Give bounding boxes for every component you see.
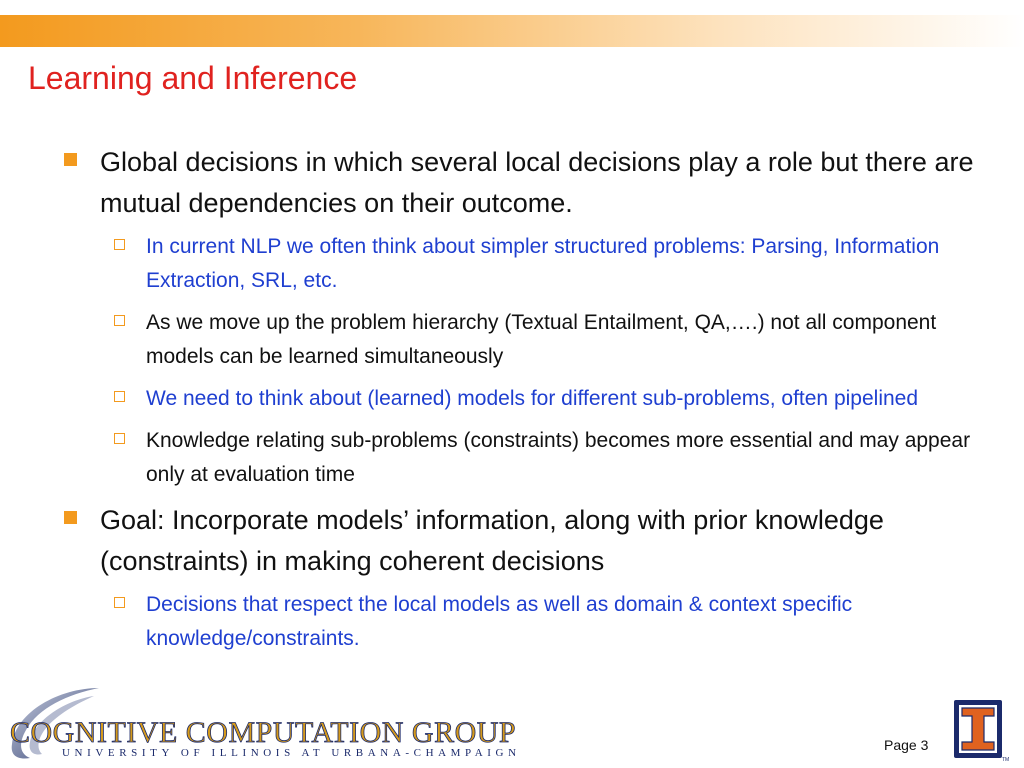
uiuc-block-i-logo bbox=[954, 700, 1008, 762]
bullet-text: Goal: Incorporate models’ information, along with prior knowledge (constraints) in making coherent decisions bbox=[100, 505, 884, 576]
sub-bullet-text: Decisions that respect the local models as well as domain & context specific knowledge/constraints. bbox=[146, 593, 853, 650]
sub-bullet-item bbox=[114, 306, 982, 374]
sub-bullet-item bbox=[114, 424, 982, 492]
bullet-text: Global decisions in which several local decisions play a role but there are mutual dependencies on their outcome. bbox=[100, 147, 974, 218]
bullet-item bbox=[62, 500, 982, 582]
square-bullet-icon bbox=[64, 153, 77, 166]
sub-bullet-text: In current NLP we often think about simpler structured problems: Parsing, Information Extraction, SRL, etc. bbox=[146, 235, 940, 292]
sub-bullet-text: As we move up the problem hierarchy (Textual Entailment, QA,….) not all component models can be learned simultaneously bbox=[146, 311, 937, 368]
cognitive-computation-group-logo bbox=[4, 682, 521, 762]
university-name-text: UNIVERSITY OF ILLINOIS AT URBANA-CHAMPAIGN bbox=[62, 747, 521, 759]
hollow-square-bullet-icon bbox=[114, 391, 125, 402]
sub-bullet-text: We need to think about (learned) models for different sub-problems, often pipelined bbox=[146, 387, 919, 410]
bullet-item bbox=[62, 142, 982, 224]
header-gradient-bar bbox=[0, 15, 1024, 47]
sub-bullet-item bbox=[114, 230, 982, 298]
sub-bullet-list bbox=[114, 588, 982, 656]
slide-title: Learning and Inference bbox=[28, 60, 358, 96]
sub-bullet-text: Knowledge relating sub-problems (constraints) becomes more essential and may appear only at evaluation time bbox=[146, 429, 971, 486]
page-number: Page 3 bbox=[884, 737, 929, 753]
square-bullet-icon bbox=[64, 511, 77, 524]
hollow-square-bullet-icon bbox=[114, 315, 125, 326]
trademark-text: TM bbox=[1002, 757, 1010, 763]
sub-bullet-list bbox=[114, 230, 982, 492]
sub-bullet-item bbox=[114, 588, 982, 656]
hollow-square-bullet-icon bbox=[114, 239, 125, 250]
hollow-square-bullet-icon bbox=[114, 597, 125, 608]
slide-content bbox=[62, 142, 982, 664]
sub-bullet-item bbox=[114, 382, 982, 416]
hollow-square-bullet-icon bbox=[114, 433, 125, 444]
group-name-text: COGNITIVE COMPUTATION GROUP bbox=[10, 716, 517, 749]
